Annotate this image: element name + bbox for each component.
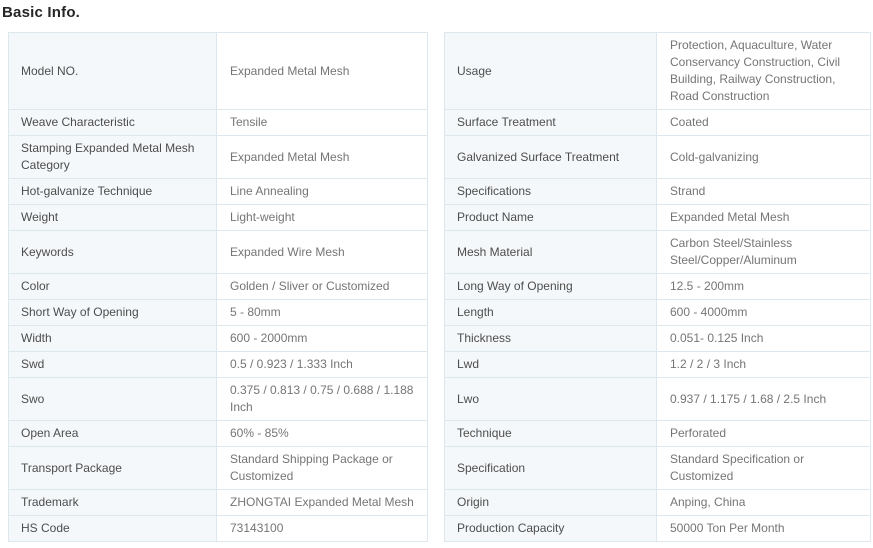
spec-label-cell: Stamping Expanded Metal Mesh Category (8, 136, 216, 179)
column-gap (428, 136, 444, 179)
spec-label-cell: Length (444, 300, 656, 326)
spec-value-cell: 12.5 - 200mm (656, 274, 871, 300)
spec-value-cell: 1.2 / 2 / 3 Inch (656, 352, 871, 378)
spec-label-cell: Long Way of Opening (444, 274, 656, 300)
spec-label-cell: Lwo (444, 378, 656, 421)
spec-value-cell: Standard Specification or Customized (656, 447, 871, 490)
spec-value-cell: 5 - 80mm (216, 300, 428, 326)
spec-value-cell: Light-weight (216, 205, 428, 231)
spec-label-cell: Origin (444, 490, 656, 516)
spec-label-cell: Model NO. (8, 32, 216, 110)
spec-value-cell: 600 - 2000mm (216, 326, 428, 352)
spec-label-cell: Swo (8, 378, 216, 421)
spec-label-cell: Product Name (444, 205, 656, 231)
column-gap (428, 447, 444, 490)
spec-label-cell: Keywords (8, 231, 216, 274)
spec-value-cell: ZHONGTAI Expanded Metal Mesh (216, 490, 428, 516)
column-gap (428, 179, 444, 205)
spec-label-cell: Transport Package (8, 447, 216, 490)
spec-value-cell: Cold-galvanizing (656, 136, 871, 179)
column-gap (428, 326, 444, 352)
spec-value-cell: 50000 Ton Per Month (656, 516, 871, 542)
spec-value-cell: 0.375 / 0.813 / 0.75 / 0.688 / 1.188 Inch (216, 378, 428, 421)
column-gap (428, 421, 444, 447)
spec-value-cell: Carbon Steel/Stainless Steel/Copper/Aluminum (656, 231, 871, 274)
spec-value-cell: 60% - 85% (216, 421, 428, 447)
spec-label-cell: Specifications (444, 179, 656, 205)
column-gap (428, 205, 444, 231)
spec-value-cell: Expanded Wire Mesh (216, 231, 428, 274)
spec-label-cell: Hot-galvanize Technique (8, 179, 216, 205)
spec-value-cell: Tensile (216, 110, 428, 136)
spec-label-cell: Production Capacity (444, 516, 656, 542)
spec-label-cell: Weave Characteristic (8, 110, 216, 136)
column-gap (428, 32, 444, 110)
column-gap (428, 231, 444, 274)
spec-label-cell: Specification (444, 447, 656, 490)
spec-value-cell: Standard Shipping Package or Customized (216, 447, 428, 490)
spec-label-cell: Color (8, 274, 216, 300)
spec-value-cell: Golden / Sliver or Customized (216, 274, 428, 300)
column-gap (428, 378, 444, 421)
spec-label-cell: Short Way of Opening (8, 300, 216, 326)
spec-label-cell: Surface Treatment (444, 110, 656, 136)
spec-value-cell: 600 - 4000mm (656, 300, 871, 326)
column-gap (428, 300, 444, 326)
spec-value-cell: 0.051- 0.125 Inch (656, 326, 871, 352)
column-gap (428, 110, 444, 136)
spec-label-cell: Open Area (8, 421, 216, 447)
column-gap (428, 490, 444, 516)
spec-value-cell: Anping, China (656, 490, 871, 516)
spec-label-cell: Thickness (444, 326, 656, 352)
spec-label-cell: HS Code (8, 516, 216, 542)
spec-label-cell: Weight (8, 205, 216, 231)
spec-value-cell: 0.937 / 1.175 / 1.68 / 2.5 Inch (656, 378, 871, 421)
spec-label-cell: Technique (444, 421, 656, 447)
spec-value-cell: Line Annealing (216, 179, 428, 205)
spec-label-cell: Swd (8, 352, 216, 378)
spec-label-cell: Usage (444, 32, 656, 110)
spec-label-cell: Lwd (444, 352, 656, 378)
spec-value-cell: 73143100 (216, 516, 428, 542)
spec-value-cell: Coated (656, 110, 871, 136)
page-title: Basic Info. (2, 4, 81, 21)
spec-label-cell: Trademark (8, 490, 216, 516)
spec-value-cell: Strand (656, 179, 871, 205)
spec-value-cell: Protection, Aquaculture, Water Conservancy Construction, Civil Building, Railway Construction, Road Construction (656, 32, 871, 110)
spec-label-cell: Width (8, 326, 216, 352)
column-gap (428, 516, 444, 542)
spec-value-cell: 0.5 / 0.923 / 1.333 Inch (216, 352, 428, 378)
spec-label-cell: Mesh Material (444, 231, 656, 274)
spec-value-cell: Perforated (656, 421, 871, 447)
spec-label-cell: Galvanized Surface Treatment (444, 136, 656, 179)
spec-value-cell: Expanded Metal Mesh (216, 136, 428, 179)
spec-value-cell: Expanded Metal Mesh (656, 205, 871, 231)
column-gap (428, 274, 444, 300)
spec-value-cell: Expanded Metal Mesh (216, 32, 428, 110)
column-gap (428, 352, 444, 378)
spec-table (8, 32, 873, 542)
